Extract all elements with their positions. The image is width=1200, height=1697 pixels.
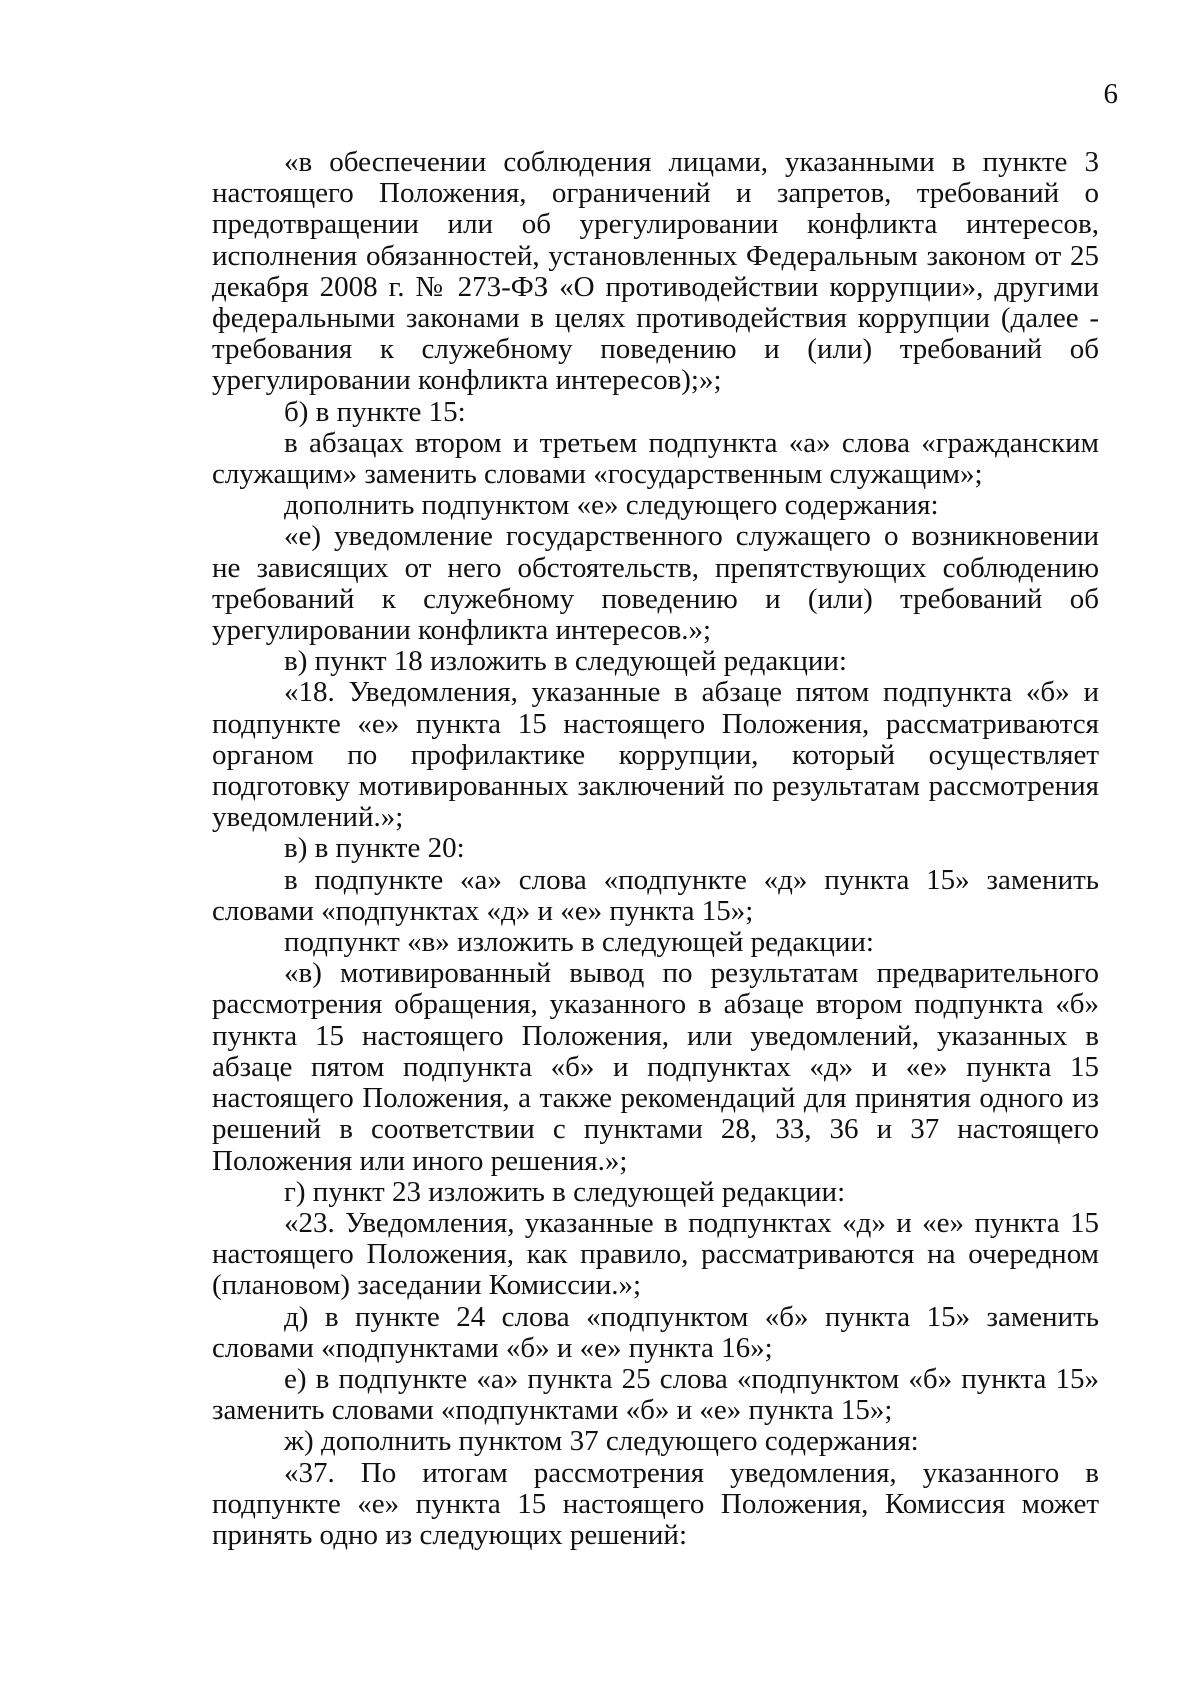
paragraph: «е) уведомление государственного служащего о возникновении не зависящих от него обстоятельств, препятствующих соблюдению требований к служебному поведению и (или) требований об урегулировании конфликта интересов.»; [212, 520, 1099, 647]
paragraph: «в) мотивированный вывод по результатам предварительного рассмотрения обращения, указанного в абзаце втором подпункта «б» пункта 15 настоящего Положения, или уведомлений, указанных в абзаце пятом подпункта «б» и подпунктах «д» и «е» пункта 15 настоящего Положения, а также рекомендаций для принятия одного из решений в соответствии с пунктами 28, 33, 36 и 37 настоящего Положения или иного решения.»; [212, 957, 1099, 1177]
paragraph: ж) дополнить пунктом 37 следующего содержания: [284, 1425, 919, 1458]
document-body [212, 147, 1099, 1551]
paragraph: д) в пункте 24 слова «подпунктом «б» пункта 15» заменить словами «подпунктами «б» и «е» пункта 16»; [212, 1300, 1099, 1364]
paragraph: подпункт «в» изложить в следующей редакции: [284, 926, 874, 959]
paragraph: б) в пункте 15: [284, 395, 466, 428]
paragraph: е) в подпункте «а» пункта 25 слова «подпунктом «б» пункта 15» заменить словами «подпунктами «б» и «е» пункта 15»; [212, 1362, 1099, 1427]
paragraph: в) в пункте 20: [284, 832, 465, 865]
paragraph: «в обеспечении соблюдения лицами, указанными в пункте 3 настоящего Положения, ограничений и запретов, требований о предотвращении или об урегулировании конфликта интересов, исполнения обязанностей, установленных Федеральным законом от 25 декабря 2008 г. № 273-ФЗ «О противодействии коррупции», другими федеральными законами в целях противодействия коррупции (далее - требования к служебному поведению и (или) требований об урегулировании конфликта интересов);»; [212, 146, 1099, 397]
paragraph: в подпункте «а» слова «подпункте «д» пункта 15» заменить словами «подпунктах «д» и «е» пункта 15»; [212, 863, 1099, 927]
paragraph: «18. Уведомления, указанные в абзаце пятом подпункта «б» и подпункте «е» пункта 15 настоящего Положения, рассматриваются органом по профилактике коррупции, который осуществляет подготовку мотивированных заключений по результатам рассмотрения уведомлений.»; [212, 676, 1099, 834]
paragraph: «37. По итогам рассмотрения уведомления, указанного в подпункте «е» пункта 15 настоящего Положения, Комиссия может принять одно из следующих решений: [212, 1456, 1099, 1551]
paragraph: в абзацах втором и третьем подпункта «а» слова «гражданским служащим» заменить словами «государственным служащим»; [212, 426, 1099, 491]
paragraph: «23. Уведомления, указанные в подпунктах «д» и «е» пункта 15 настоящего Положения, как правило, рассматриваются на очередном (плановом) заседании Комиссии.»; [212, 1206, 1099, 1302]
paragraph: в) пункт 18 изложить в следующей редакции: [284, 645, 847, 678]
page-number: 6 [1103, 78, 1118, 110]
paragraph: г) пункт 23 изложить в следующей редакции: [284, 1175, 846, 1208]
paragraph: дополнить подпунктом «е» следующего содержания: [284, 489, 939, 522]
